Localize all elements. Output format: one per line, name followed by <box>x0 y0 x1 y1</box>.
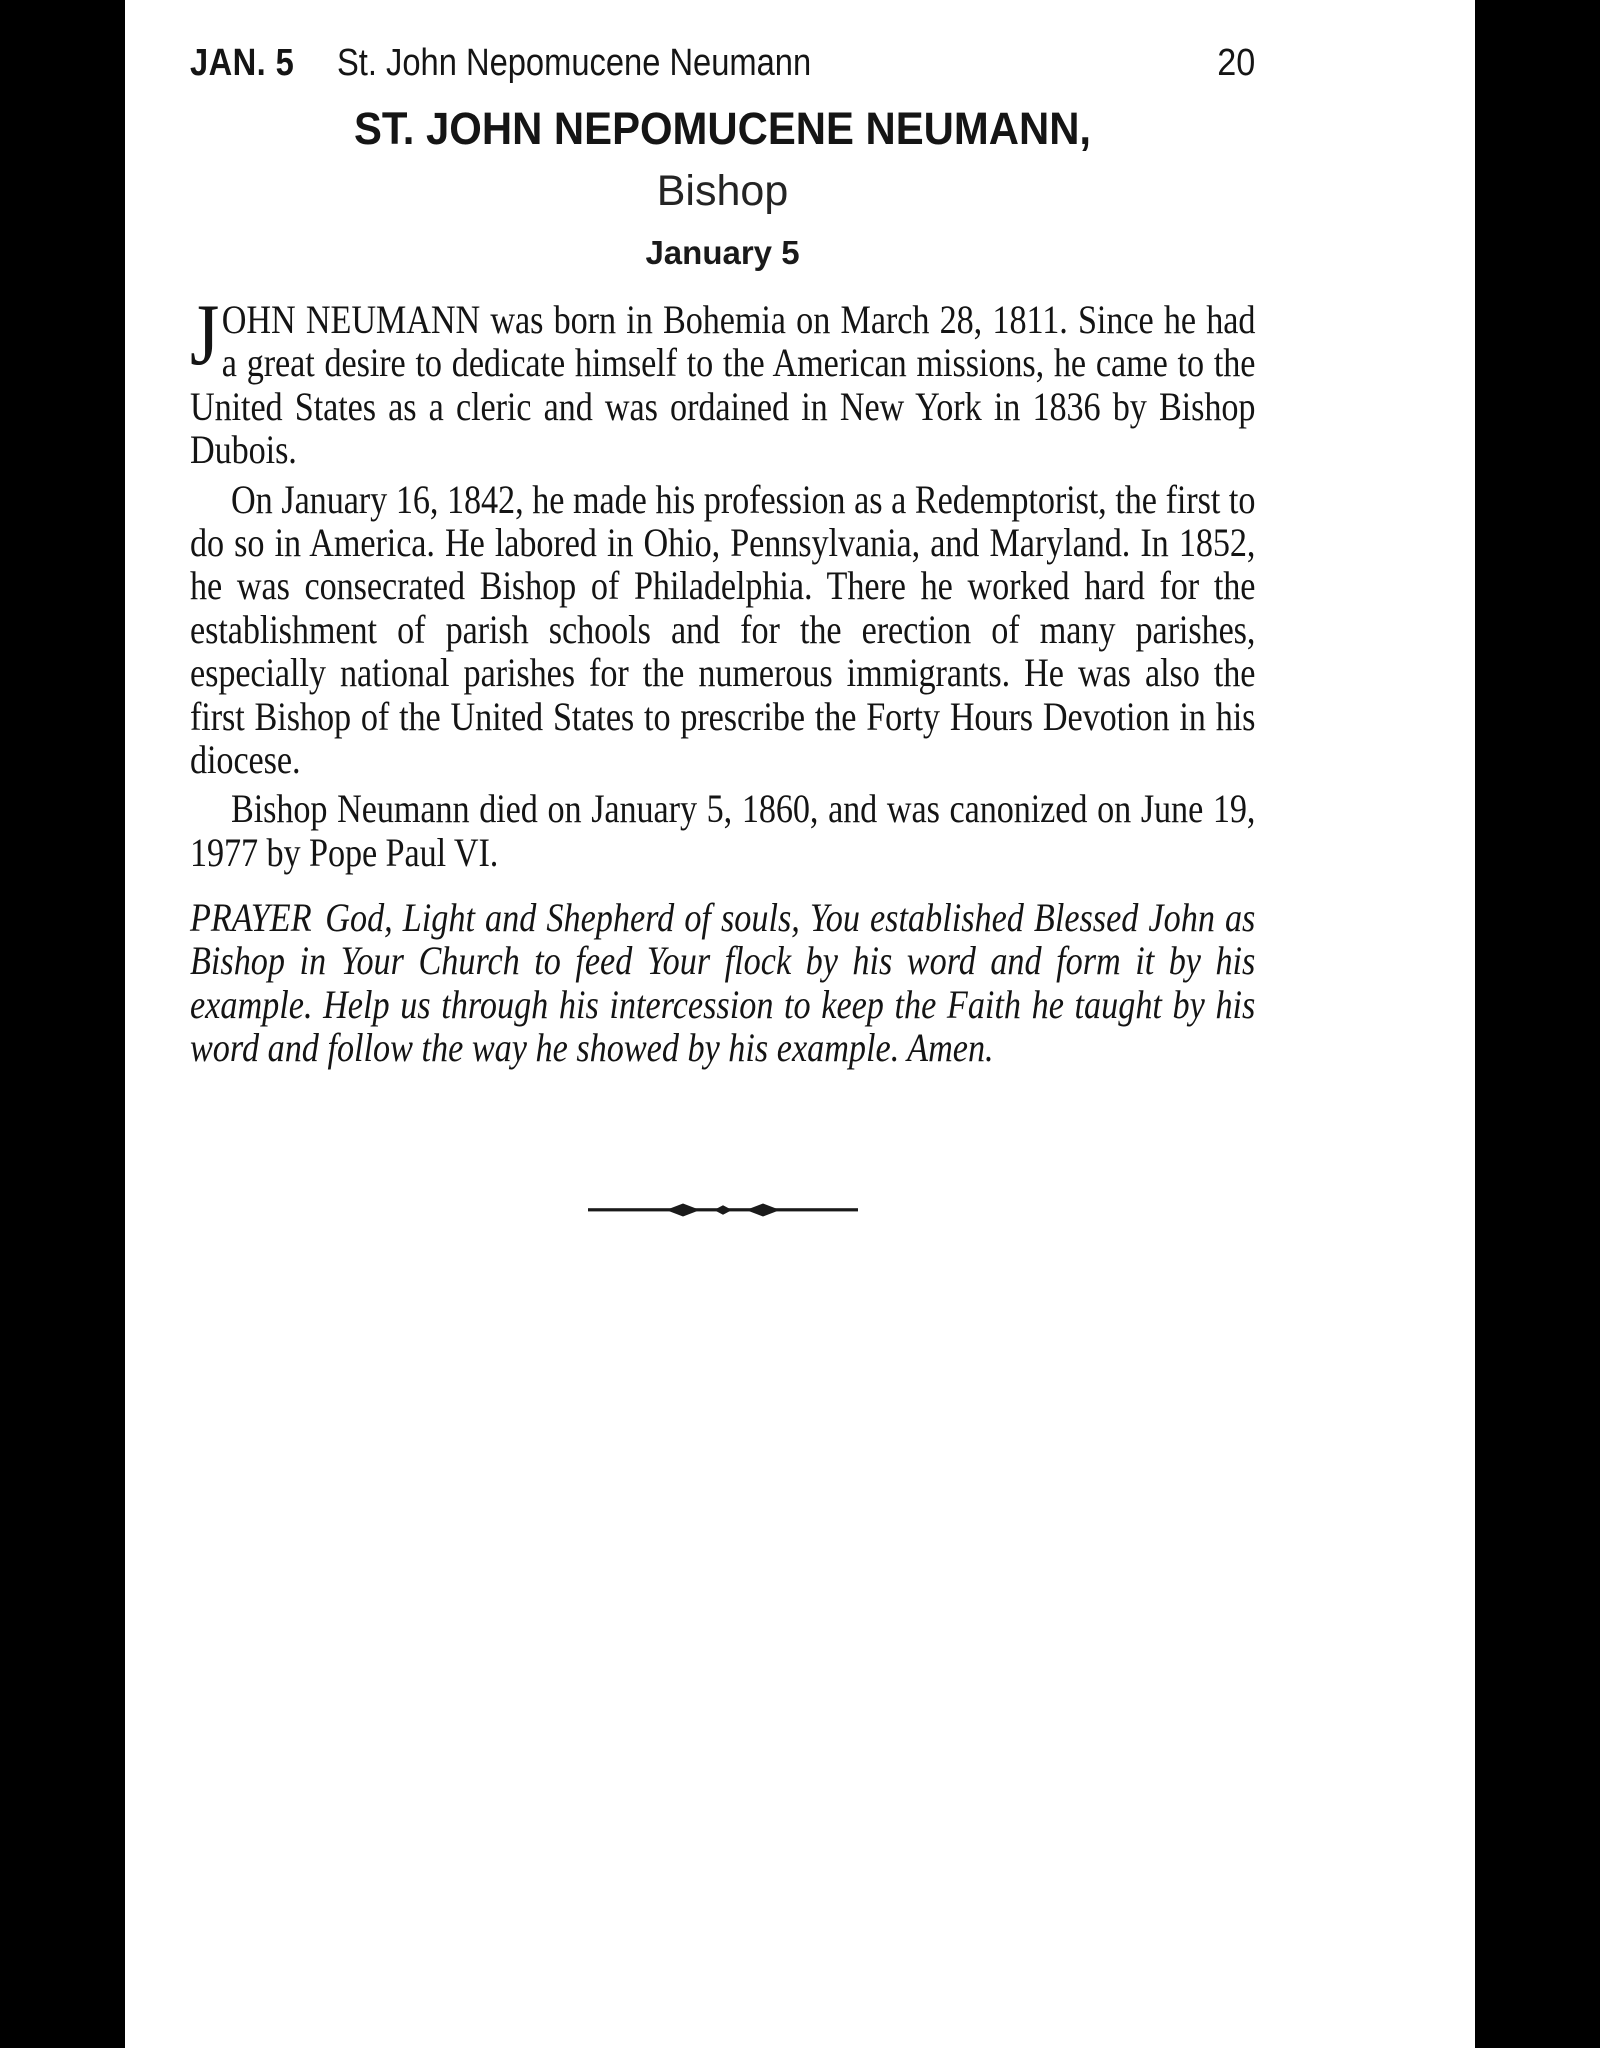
divider-ornament-wrapper <box>190 1190 1255 1230</box>
paragraph-1 <box>190 287 1256 473</box>
page-number: 20 <box>1216 42 1255 84</box>
running-head-title: St. John Nepomucene Neumann <box>337 42 812 84</box>
paragraph-1-text: OHN NEUMANN was born in Bohemia on March 28, 1811. Since he had a great desire to dedicate himself to the American missions, he came to the United States as a cleric and was ordained in New York in 1836 by Bishop Dubois. <box>190 297 1256 473</box>
document-page <box>125 0 1475 2048</box>
paragraph-3: Bishop Neumann died on January 5, 1860, and was canonized on June 19, 1977 by Pope Paul VI. <box>190 786 1256 875</box>
section-divider-ornament <box>588 1198 858 1222</box>
page-content-column <box>190 0 1255 1230</box>
running-head-date: JAN. 5 <box>190 42 295 84</box>
prayer-paragraph <box>190 896 1255 1070</box>
feast-date-subtitle: January 5 <box>645 234 800 271</box>
prayer-label: PRAYER <box>190 895 312 941</box>
drop-cap-letter: J <box>190 287 220 384</box>
page-title: ST. JOHN NEPOMUCENE NEUMANN, <box>353 103 1092 154</box>
prayer-text: God, Light and Shepherd of souls, You established Blessed John as Bishop in Your Church to feed Your flock by his word and form it by his example. Help us through his intercession to keep the Faith he taught by his word and follow the way he showed by his example. Amen. <box>190 895 1256 1071</box>
running-head <box>190 0 1255 85</box>
paragraph-2: On January 16, 1842, he made his profession as a Redemptorist, the first to do so in America. He labored in Ohio, Pennsylvania, and Maryland. In 1852, he was consecrated Bishop of Philadelphia. There he worked hard for the establishment of parish schools and for the erection of many parishes, especially national parishes for the numerous immigrants. He was also the first Bishop of the United States to prescribe the Forty Hours Devotion in his diocese. <box>190 476 1256 782</box>
saint-rank-subtitle: Bishop <box>656 167 789 215</box>
biography-body <box>190 287 1256 1071</box>
